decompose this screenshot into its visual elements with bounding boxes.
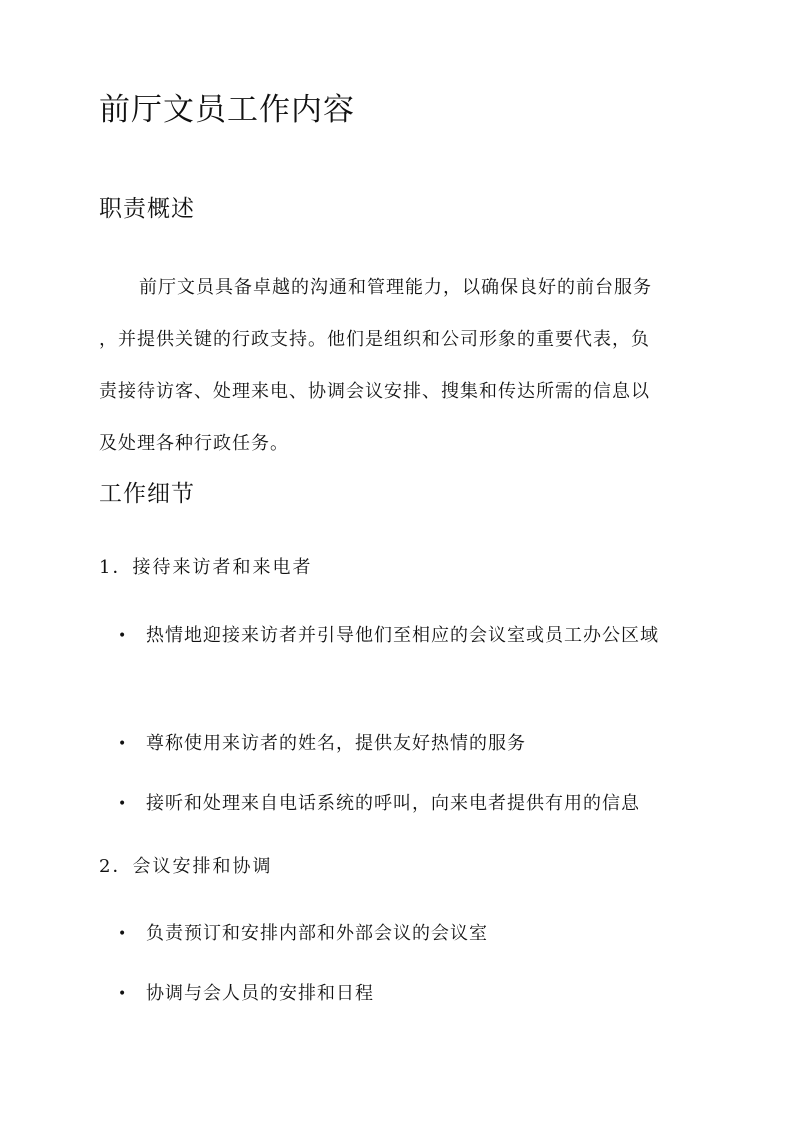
overview-line: 及处理各种行政任务。 — [99, 433, 289, 454]
subheading-meetings: 2．会议安排和协调 — [99, 856, 273, 877]
bullet-icon: • — [118, 628, 128, 644]
overview-line: 责接待访客、处理来电、协调会议安排、搜集和传达所需的信息以 — [99, 381, 650, 402]
list-item-text: 负责预订和安排内部和外部会议的会议室 — [146, 923, 488, 944]
list-item-text: 协调与会人员的安排和日程 — [146, 983, 374, 1004]
list-item-text: 接听和处理来自电话系统的呼叫，向来电者提供有用的信息 — [146, 793, 640, 814]
bullet-icon: • — [118, 926, 128, 942]
overview-line: ，并提供关键的行政支持。他们是组织和公司形象的重要代表，负 — [99, 329, 650, 350]
list-item — [118, 718, 698, 770]
list-item — [118, 968, 698, 1020]
bullet-icon: • — [118, 796, 128, 812]
list-item — [118, 908, 698, 960]
list-item — [118, 610, 698, 662]
bullet-icon: • — [118, 736, 128, 752]
overview-paragraph — [99, 262, 705, 470]
overview-line: 前厅文员具备卓越的沟通和管理能力，以确保良好的前台服务 — [139, 277, 652, 298]
list-item-text: 热情地迎接来访者并引导他们至相应的会议室或员工办公区域 — [146, 625, 659, 646]
section-heading-overview: 职责概述 — [99, 196, 195, 222]
list-item-text: 尊称使用来访者的姓名，提供友好热情的服务 — [146, 733, 526, 754]
subheading-reception: 1．接待来访者和来电者 — [99, 557, 313, 578]
section-heading-details: 工作细节 — [99, 481, 195, 507]
bullet-icon: • — [118, 986, 128, 1002]
document-title: 前厅文员工作内容 — [99, 92, 355, 128]
list-item — [118, 778, 698, 830]
